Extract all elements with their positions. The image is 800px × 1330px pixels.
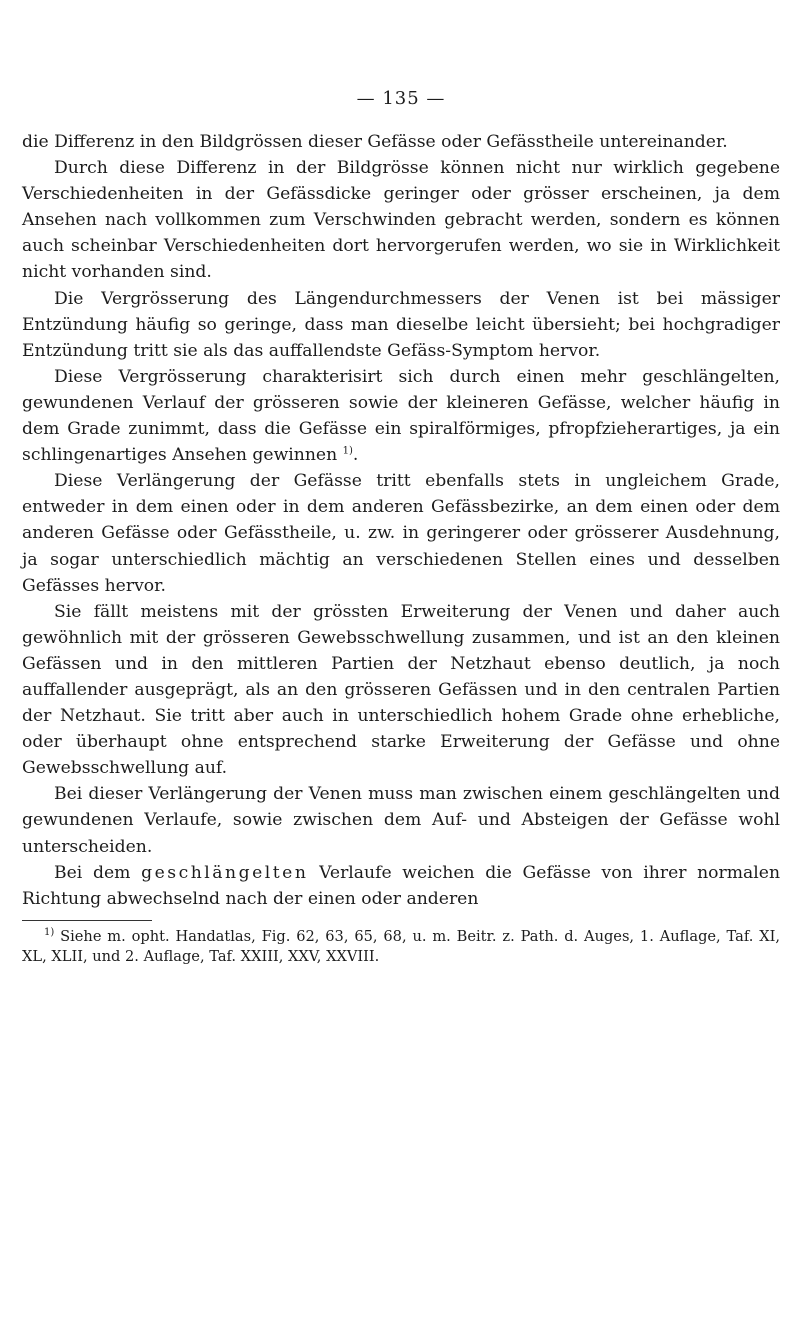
paragraph-3: Die Vergrösserung des Längendurchmessers der Venen ist bei mässiger Entzündung häufig so geringe, dass man dieselbe leicht übersieht; bei hochgradiger Entzündung tritt sie als das auffallendste Gefäss-Symptom hervor.	[22, 288, 780, 361]
paragraph-8-after: Verlaufe weichen die Gefässe von ihrer normalen Richtung abwechselnd nach der einen oder anderen	[22, 862, 781, 909]
footnote-marker: 1)	[44, 926, 55, 938]
footnote	[22, 927, 780, 968]
paragraph-6: Sie fällt meistens mit der grössten Erweiterung der Venen und daher auch gewöhnlich mit der grösseren Gewebsschwellung zusammen, und ist an den kleinen Gefässen und in den mittleren Partien der Netzhaut ebenso deutlich, ja noch auffallender ausgeprägt, als an den grösseren Gefässen und in den centralen Partien der Netzhaut. Sie tritt aber auch in unterschiedlich hohem Grade ohne erhebliche, oder überhaupt ohne entsprechend starke Erweiterung der Gefässe und ohne Gewebsschwellung auf.	[22, 601, 780, 779]
paragraph-1: die Differenz in den Bildgrössen dieser Gefässe oder Gefässtheile untereinander.	[22, 132, 728, 152]
paragraph-8	[22, 860, 780, 912]
paragraph-4-text: Diese Vergrösserung charakterisirt sich durch einen mehr geschlängelten, gewundenen Verlauf der grösseren sowie der kleineren Gefässe, welcher häufig in dem Grade zunimmt, dass die Gefässe ein spiralförmiges, pfropfzieherartiges, ja ein schlingenartiges Ansehen gewinnen	[22, 366, 780, 466]
paragraph-5: Diese Verlängerung der Gefässe tritt ebenfalls stets in ungleichem Grade, entweder in dem einen oder in dem anderen Gefässbezirke, an dem einen oder dem anderen Gefässe oder Gefässtheile, u. zw. in geringerer oder grösserer Ausdehnung, ja sogar unterschiedlich mächtig an verschiedenen Stellen eines und desselben Gefässes hervor.	[22, 471, 780, 596]
paragraph-8-before: Bei dem	[54, 862, 131, 883]
document-page	[22, 88, 780, 968]
paragraph-4	[22, 364, 780, 468]
footnote-reference-suffix: .	[352, 445, 359, 466]
paragraph-2: Durch diese Differenz in der Bildgrösse können nicht nur wirklich gegebene Verschiedenheiten in der Gefässdicke geringer oder grösser erscheinen, ja dem Ansehen nach vollkommen zum Verschwinden gebracht werden, sondern es können auch scheinbar Verschiedenheiten dort hervorgerufen werden, wo sie in Wirklichkeit nicht vorhanden sind.	[22, 158, 780, 283]
paragraph-8-spaced-word: geschlängelten	[141, 862, 309, 883]
paragraph-7: Bei dieser Verlängerung der Venen muss man zwischen einem geschlängelten und gewundenen Verlaufe, sowie zwischen dem Auf- und Absteigen der Gefässe wohl unterscheiden.	[22, 784, 780, 857]
body-text	[22, 129, 780, 912]
page-number: — 135 —	[356, 88, 446, 109]
footnote-divider	[22, 920, 152, 921]
footnote-reference: 1)	[342, 445, 353, 457]
footnote-text: Siehe m. opht. Handatlas, Fig. 62, 63, 65, 68, u. m. Beitr. z. Path. d. Auges, 1. Auflage, Taf. XI, XL, XLII, und 2. Auflage, Taf. XXIII, XXV, XXVIII.	[22, 927, 780, 966]
